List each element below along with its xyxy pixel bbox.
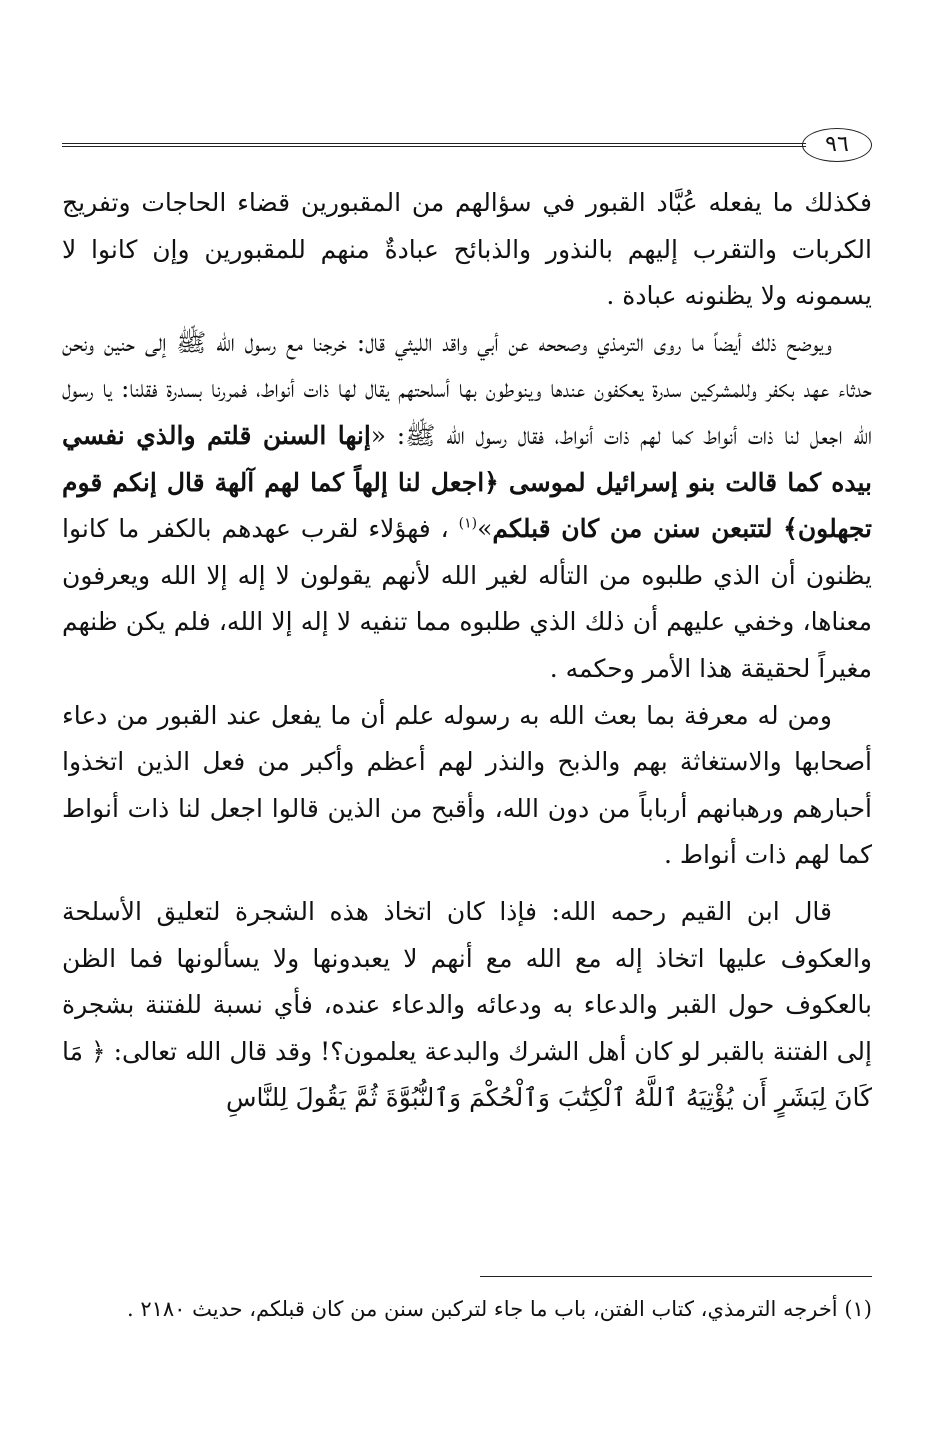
paragraph-4: قال ابن القيم رحمه الله: فإذا كان اتخاذ هذه الشجرة لتعليق الأسلحة والعكوف عليها اتخاذ إله مع الله مع أنهم لا يعبدونها ولا يسألونها فما الظن بالعكوف حول القبر والدعاء به ودعائه والدعاء عنده، فأي نسبة للفتنة بشجرة إلى الفتنة بالقبر لو كان أهل الشرك والبدعة يعلمون؟! وقد قال الله تعالى: ﴿ مَا كَانَ لِبَشَرٍ أَن يُؤْتِيَهُ ٱللَّهُ ٱلْكِتَٰبَ وَٱلْحُكْمَ وَٱلنُّبُوَّةَ ثُمَّ يَقُولَ لِلنَّاسِ	[62, 896, 872, 1113]
footnote: (١) أخرجه الترمذي، كتاب الفتن، باب ما جاء لتركبن سنن من كان قبلكم، حديث ٢١٨٠ .	[126, 1297, 872, 1321]
paragraph-2	[62, 320, 872, 693]
paragraph-2-rest: ، فهؤلاء لقرب عهدهم بالكفر ما كانوا يظنون أن الذي طلبوه من التأله لغير الله لأنهم يقولون لا إله إلا الله ويعرفون معناها، وخفي عليهم أن ذلك الذي طلبوه مما تنفيه لا إله إلا الله، فلم يكن ظنهم مغيراً لحقيقة هذا الأمر وحكمه .	[62, 514, 872, 683]
paragraph-3: ومن له معرفة بما بعث الله به رسوله علم أن ما يفعل عند القبور من دعاء أصحابها والاستغاثة بهم والذبح والنذر لهم أعظم وأكبر من فعل الذين اتخذوا أحبارهم ورهبانهم أرباباً من دون الله، وأقبح من الذين قالوا اجعل لنا ذات أنواط كما لهم ذات أنواط .	[62, 700, 872, 870]
hadith-intro: ويوضح ذلك أيضاً ما روى الترمذي وصححه عن أبي واقد الليثي قال: خرجنا مع رسول الله ﷺ إلى حنين ونحن حدثاء عهد بكفر وللمشركين سدرة يعكفون عندها وينوطون بها أسلحتهم يقال لها ذات أنواط، فمررنا بسدرة فقلنا: يا رسول الله اجعل لنا ذات أنواط كما لهم ذات أنواط، فقال رسول الله ﷺ: «	[62, 327, 873, 450]
header-rule	[62, 143, 806, 147]
hadith-close-quote: »	[477, 514, 493, 544]
page-number: ٩٦	[802, 128, 872, 162]
paragraph-1: فكذلك ما يفعله عُبَّاد القبور في سؤالهم من المقبورين قضاء الحاجات وتفريج الكربات والتقرب إليهم بالنذور والذبائح عبادةٌ منهم للمقبورين وإن كانوا لا يسمونه ولا يظنونه عبادة .	[62, 188, 872, 311]
hadith-text: إنها السنن قلتم والذي نفسي بيده كما قالت بنو إسرائيل لموسى ﴿اجعل لنا إلهاً كما لهم آلهة قال إنكم قوم تجهلون﴾ لتتبعن سنن من كان قبلكم	[62, 420, 872, 544]
body-text	[62, 180, 872, 1122]
footnote-rule	[480, 1276, 872, 1277]
footnote-reference: (١)	[458, 515, 478, 532]
